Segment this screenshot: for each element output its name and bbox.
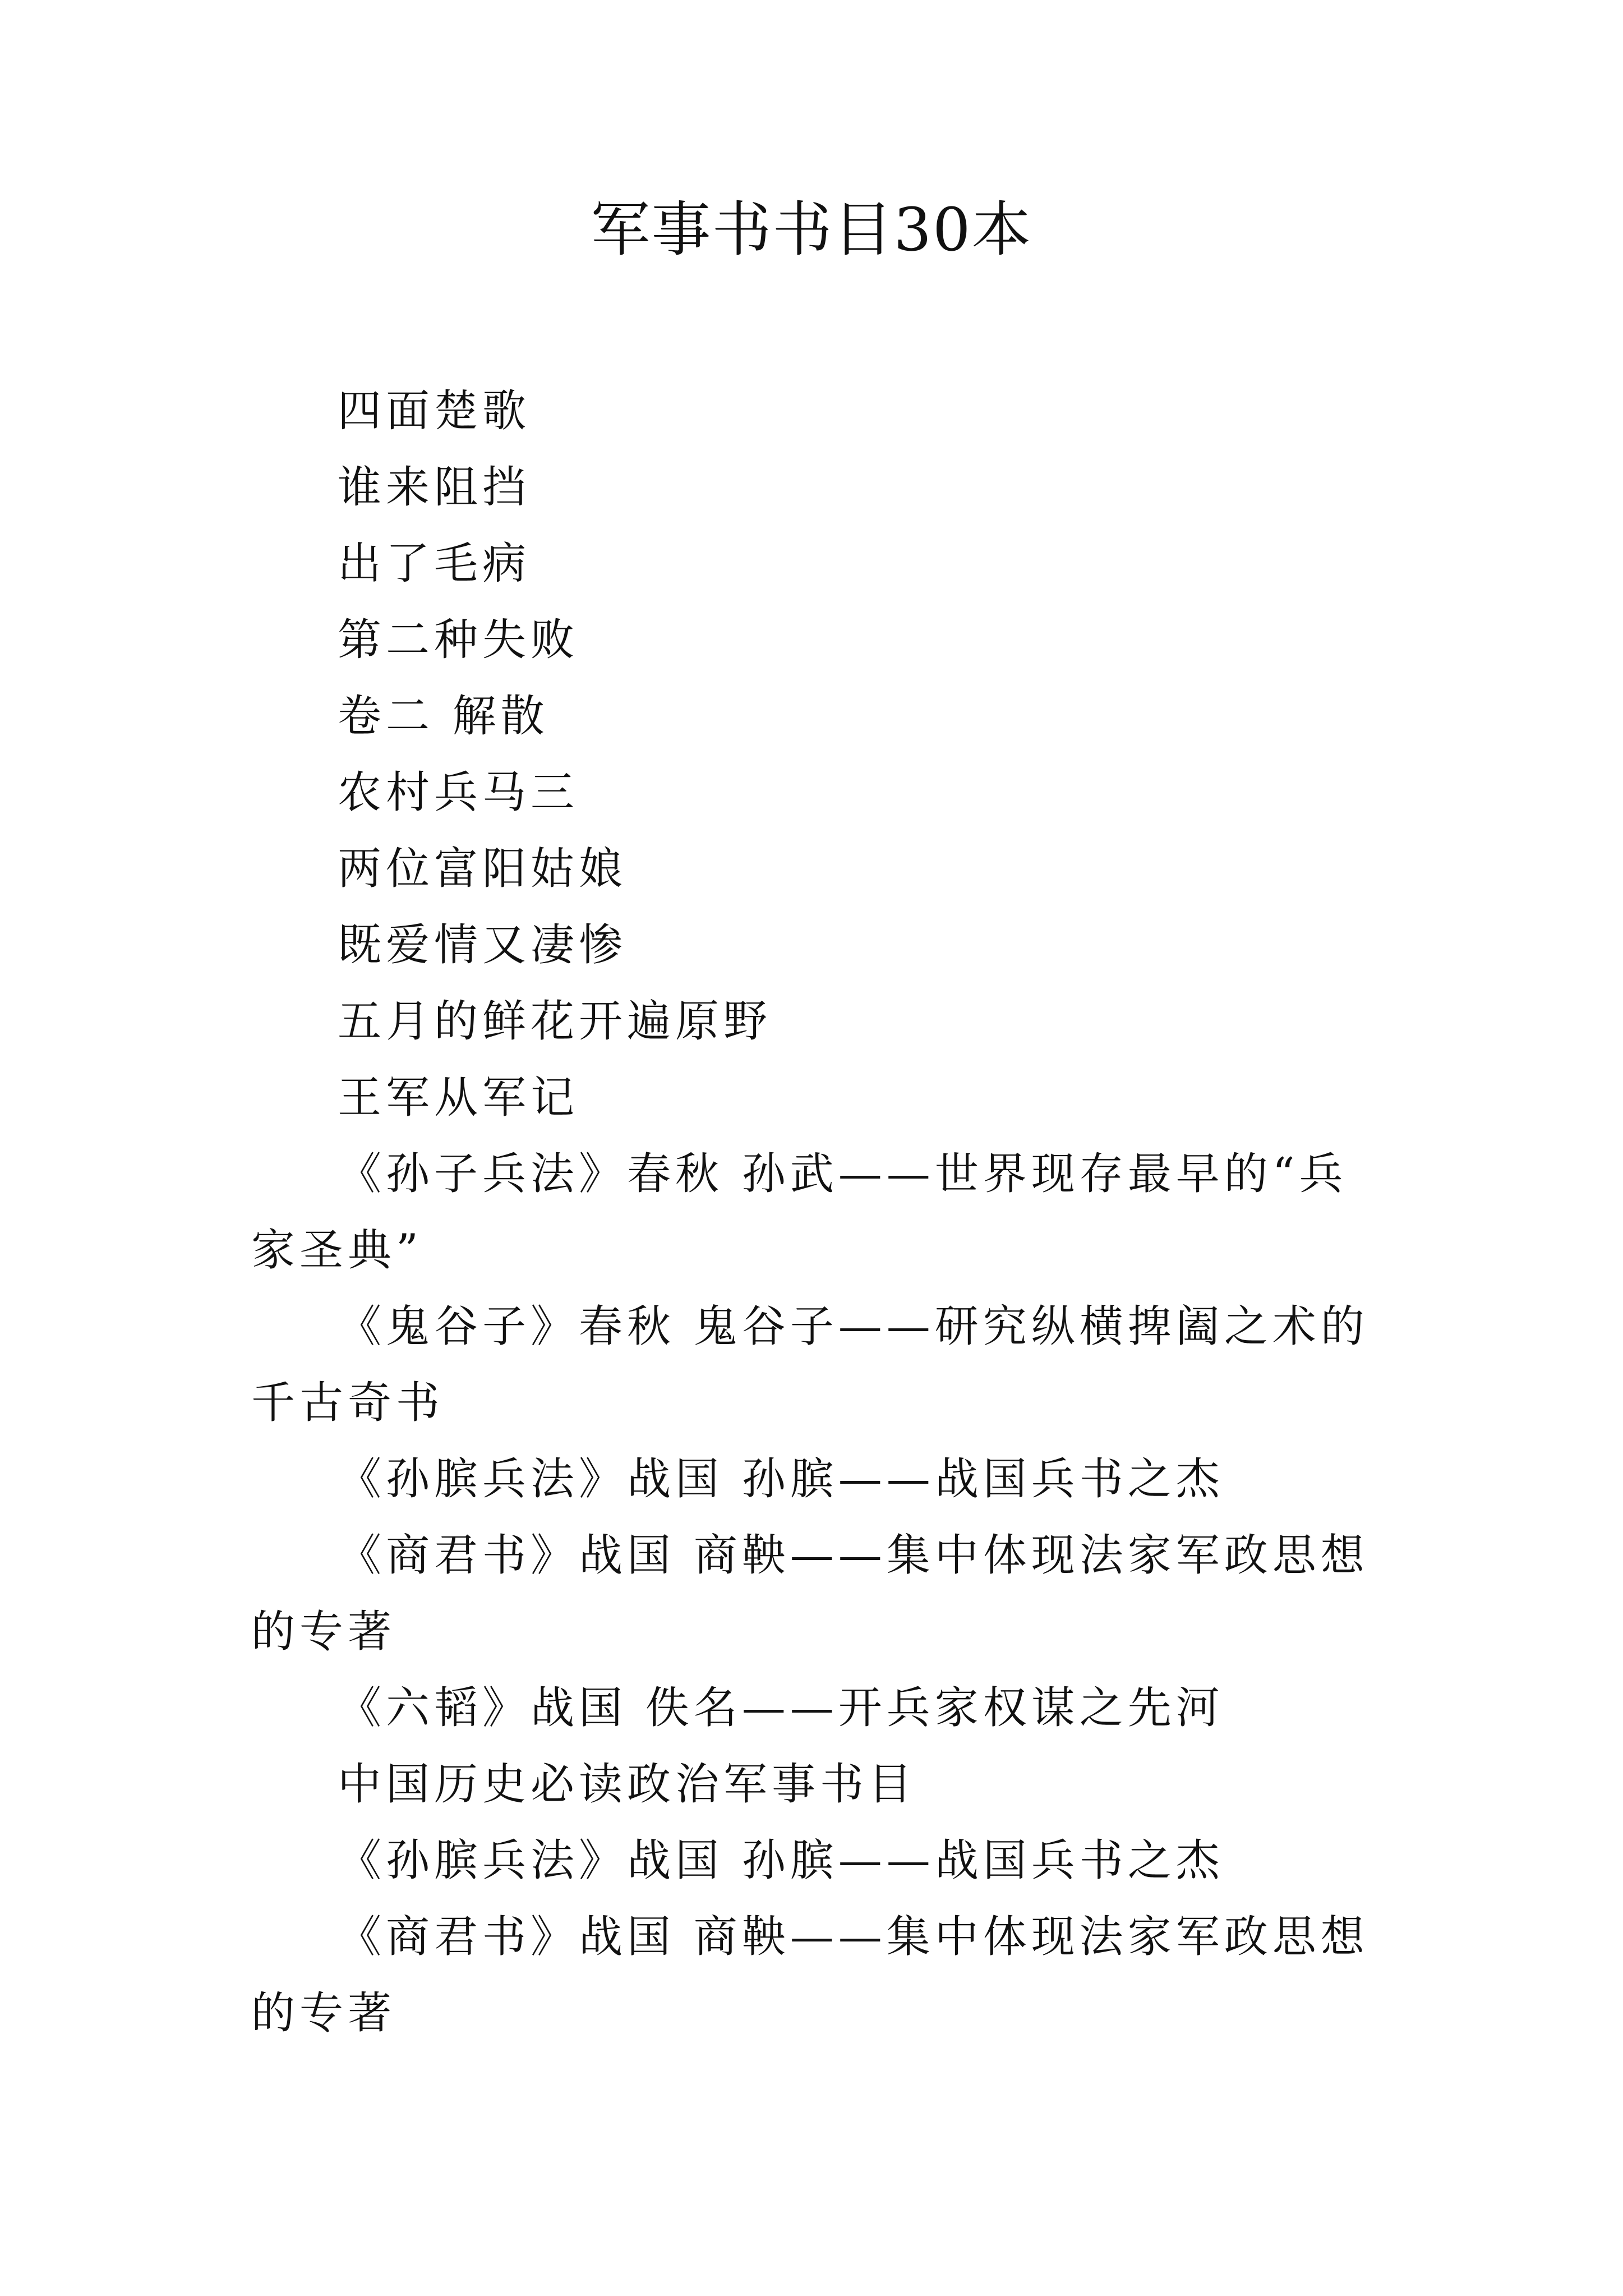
list-item: 五月的鲜花开遍原野 xyxy=(338,996,772,1047)
list-item: 《商君书》战国 商鞅——集中体现法家军政思想的专著 xyxy=(251,1530,1369,1657)
list-item: 第二种失败 xyxy=(338,615,579,665)
list-item: 出了毛病 xyxy=(338,539,531,589)
list-item: 王军从军记 xyxy=(338,1073,579,1123)
list-item: 《商君书》战国 商鞅——集中体现法家军政思想的专著 xyxy=(251,1912,1369,2039)
book-list xyxy=(251,373,1373,2051)
list-item: 四面楚歌 xyxy=(338,386,531,436)
list-item: 两位富阳姑娘 xyxy=(338,844,628,894)
list-item: 既爱情又凄惨 xyxy=(338,920,628,970)
list-item: 《孙膑兵法》战国 孙膑——战国兵书之杰 xyxy=(338,1454,1224,1504)
list-item: 《六韬》战国 佚名——开兵家权谋之先河 xyxy=(338,1683,1224,1733)
list-item: 卷二 解散 xyxy=(338,691,549,742)
list-item: 农村兵马三 xyxy=(338,767,579,818)
list-item: 《鬼谷子》春秋 鬼谷子——研究纵横捭阖之术的千古奇书 xyxy=(251,1301,1369,1428)
document-title: 军事书书目30本 xyxy=(591,195,1032,264)
list-item: 谁来阻挡 xyxy=(338,462,531,513)
list-item: 《孙膑兵法》战国 孙膑——战国兵书之杰 xyxy=(338,1835,1224,1886)
list-item: 中国历史必读政治军事书目 xyxy=(338,1759,917,1810)
list-item: 《孙子兵法》春秋 孙武——世界现存最早的“兵家圣典” xyxy=(251,1149,1348,1276)
